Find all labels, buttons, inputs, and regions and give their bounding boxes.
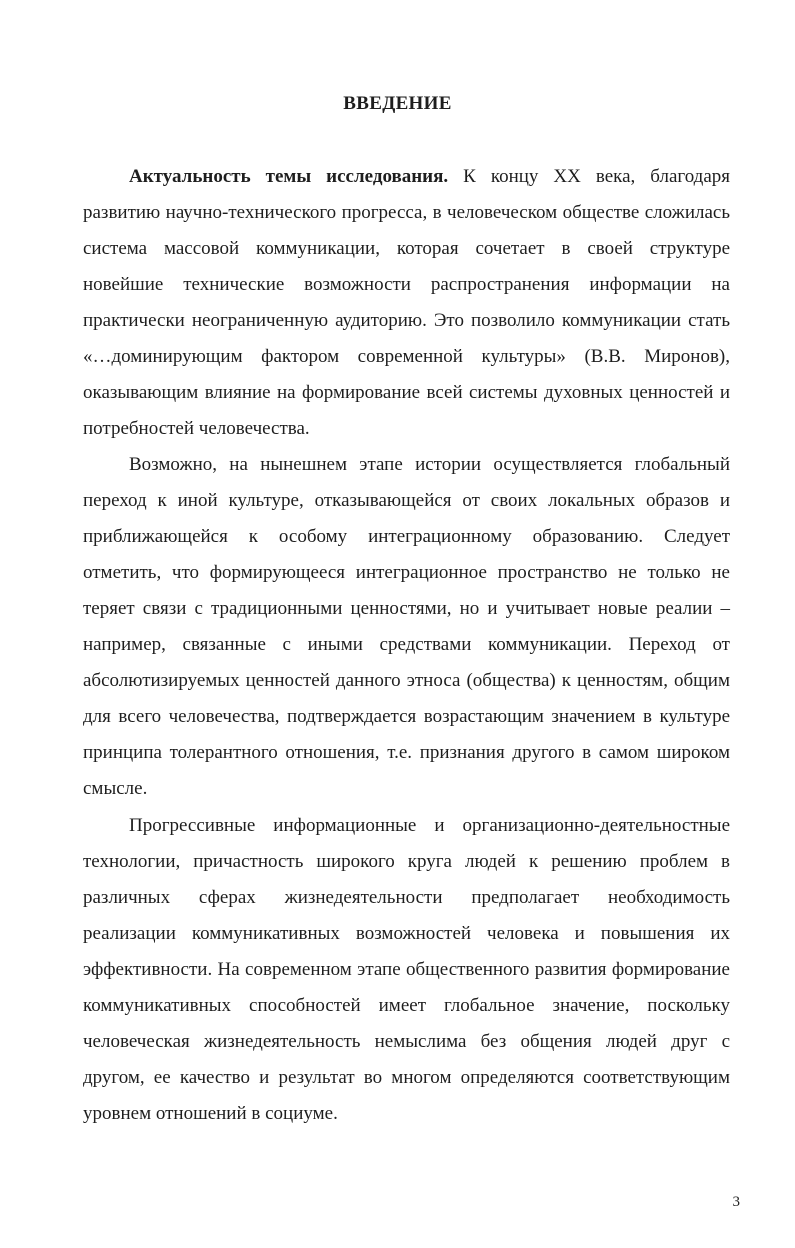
page-title: ВВЕДЕНИЕ (343, 93, 452, 114)
page-number: 3 (732, 1194, 740, 1210)
paragraph-2 (83, 447, 730, 807)
paragraph-1-text (83, 159, 730, 447)
paragraph-1-lead: Актуальность темы исследования. (129, 166, 449, 187)
paragraph-1 (83, 159, 730, 447)
paragraph-3-text: Прогрессивные информационные и организационно-деятельностные технологии, причастность широкого круга людей к решению проблем в различных сферах жизнедеятельности предполагает необходимость реализации коммуникативных возможностей человека и повышения их эффективности. На современном этапе общественного развития формирование коммуникативных способностей имеет глобальное значение, поскольку человеческая жизнедеятельность немыслима без общения людей друг с другом, ее качество и результат во многом определяются соответствующим уровнем отношений в социуме. (83, 815, 730, 1124)
paragraph-2-text: Возможно, на нынешнем этапе истории осуществляется глобальный переход к иной культуре, отказывающейся от своих локальных образов и приближающейся к особому интеграционному образованию. Следует отметить, что формирующееся интеграционное пространство не только не теряет связи с традиционными ценностями, но и учитывает новые реалии – например, связанные с иными средствами коммуникации. Переход от абсолютизируемых ценностей данного этноса (общества) к ценностям, общим для всего человечества, подтверждается возрастающим значением в культуре принципа толерантного отношения, т.е. признания другого в самом широком смысле. (83, 454, 730, 799)
paragraph-3 (83, 808, 730, 1132)
paragraph-1-body: К концу XX века, благодаря развитию научно-технического прогресса, в человеческом обществе сложилась система массовой коммуникации, которая сочетает в своей структуре новейшие технические возможности распространения информации на практически неограниченную аудиторию. Это позволило коммуникации стать «…доминирующим фактором современной культуры» (В.В. Миронов), оказывающим влияние на формирование всей системы духовных ценностей и потребностей человечества. (83, 166, 731, 439)
